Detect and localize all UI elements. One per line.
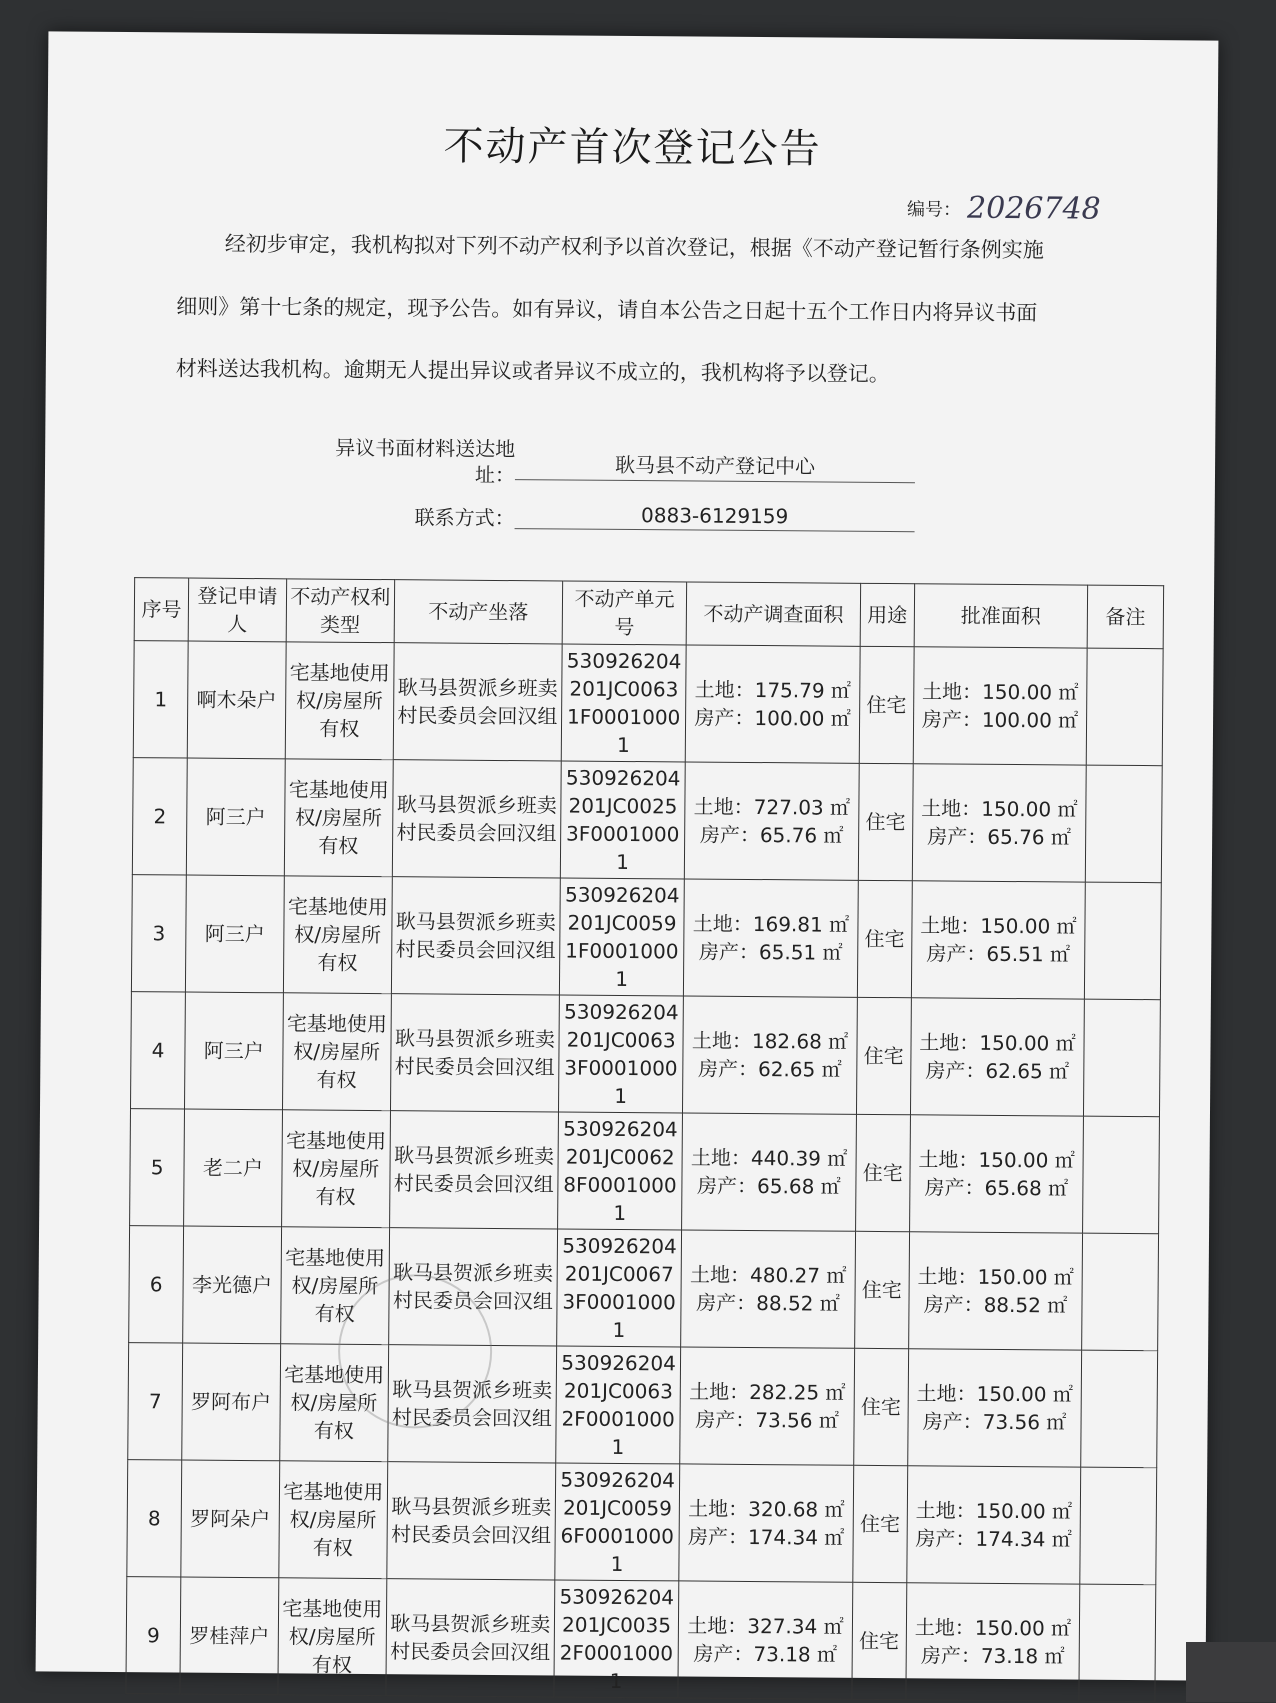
header-cell: 批准面积 xyxy=(914,584,1088,648)
no-cell: 6 xyxy=(129,1226,184,1343)
use-cell: 住宅 xyxy=(855,1114,910,1231)
location-cell: 耿马县贺派乡班卖村民委员会回汉组 xyxy=(386,1579,555,1697)
approved-area-cell xyxy=(907,1466,1081,1584)
remark-cell xyxy=(1083,1116,1160,1234)
survey-house: 房产：65.68 ㎡ xyxy=(697,1173,841,1199)
table-row xyxy=(133,641,1163,766)
intro-paragraph-line-2: 细则》第十七条的规定，现予公告。如有异议，请自本公告之日起十五个工作日内将异议书面 xyxy=(176,294,1038,326)
use-cell: 住宅 xyxy=(859,646,914,763)
no-cell: 8 xyxy=(127,1460,182,1577)
survey-area-cell xyxy=(678,1581,852,1699)
use-cell: 住宅 xyxy=(854,1231,909,1348)
approved-land: 土地：150.00 ㎡ xyxy=(922,679,1079,705)
table-row xyxy=(130,1109,1160,1234)
survey-area-cell xyxy=(681,1230,855,1348)
survey-area-cell xyxy=(685,762,859,880)
approved-house: 房产：100.00 ㎡ xyxy=(921,707,1079,733)
intro-paragraph-line-1: 经初步审定，我机构拟对下列不动产权利予以首次登记，根据《不动产登记暂行条例实施 xyxy=(224,231,1044,263)
approved-house: 房产：62.65 ㎡ xyxy=(925,1058,1070,1084)
survey-house: 房产：62.65 ㎡ xyxy=(697,1056,842,1082)
approved-area-cell xyxy=(910,998,1084,1116)
applicant-cell: 罗桂萍户 xyxy=(180,1577,278,1695)
table-header-row xyxy=(134,578,1163,649)
registration-table xyxy=(125,577,1164,1702)
no-cell: 1 xyxy=(133,641,188,758)
applicant-cell: 阿三户 xyxy=(186,758,284,876)
location-cell: 耿马县贺派乡班卖村民委员会回汉组 xyxy=(390,994,559,1112)
right-type-cell: 宅基地使用权/房屋所有权 xyxy=(282,993,391,1111)
right-type-cell: 宅基地使用权/房屋所有权 xyxy=(279,1344,388,1462)
table-row xyxy=(127,1460,1157,1585)
table-body xyxy=(126,641,1163,1702)
use-cell: 住宅 xyxy=(857,880,912,997)
location-cell: 耿马县贺派乡班卖村民委员会回汉组 xyxy=(388,1345,557,1463)
number-handwritten: 2026748 xyxy=(966,190,1101,227)
right-type-cell: 宅基地使用权/房屋所有权 xyxy=(285,642,394,760)
approved-house: 房产：65.68 ㎡ xyxy=(924,1175,1069,1201)
approved-area-cell xyxy=(908,1349,1082,1467)
right-type-cell: 宅基地使用权/房屋所有权 xyxy=(278,1578,387,1696)
approved-land: 土地：150.00 ㎡ xyxy=(921,796,1078,822)
remark-cell xyxy=(1085,765,1162,883)
remark-cell xyxy=(1079,1584,1156,1702)
address-label-line-2: 址： xyxy=(474,462,516,488)
applicant-cell: 阿三户 xyxy=(186,875,284,993)
header-cell: 不动产调查面积 xyxy=(687,582,861,646)
number-label: 编号： xyxy=(907,199,962,221)
survey-land: 土地：440.39 ㎡ xyxy=(690,1145,848,1171)
approved-land: 土地：150.00 ㎡ xyxy=(916,1381,1074,1407)
approved-land: 土地：150.00 ㎡ xyxy=(918,1147,1075,1173)
survey-house: 房产：65.51 ㎡ xyxy=(698,939,843,965)
survey-house: 房产：100.00 ㎡ xyxy=(694,705,851,731)
header-cell: 备注 xyxy=(1087,585,1163,649)
unit-no-cell: 530926204201JC00673F00010001 xyxy=(556,1229,681,1347)
faint-seal-stamp xyxy=(338,1274,493,1429)
approved-house: 房产：88.52 ㎡ xyxy=(923,1292,1068,1318)
unit-no-cell: 530926204201JC00596F00010001 xyxy=(555,1463,680,1581)
header-cell: 序号 xyxy=(134,578,189,641)
location-cell: 耿马县贺派乡班卖村民委员会回汉组 xyxy=(389,1228,558,1346)
address-value: 耿马县不动产登记中心 xyxy=(515,448,915,483)
no-cell: 2 xyxy=(132,758,187,875)
survey-house: 房产：88.52 ㎡ xyxy=(696,1290,840,1316)
applicant-cell: 李光德户 xyxy=(183,1226,281,1344)
approved-house: 房产：65.76 ㎡ xyxy=(927,824,1072,850)
remark-cell xyxy=(1085,882,1162,1000)
table-row xyxy=(131,992,1161,1117)
approved-land: 土地：150.00 ㎡ xyxy=(915,1498,1073,1524)
survey-house: 房产：73.56 ㎡ xyxy=(695,1407,839,1433)
location-cell: 耿马县贺派乡班卖村民委员会回汉组 xyxy=(390,1111,559,1229)
notice-paper xyxy=(36,31,1219,1693)
header-cell: 不动产单元号 xyxy=(562,581,687,645)
header-cell: 用途 xyxy=(860,583,915,646)
survey-area-cell xyxy=(682,1113,856,1231)
approved-house: 房产：174.34 ㎡ xyxy=(915,1526,1072,1552)
header-cell: 登记申请人 xyxy=(188,578,286,642)
intro-paragraph-line-3: 材料送达我机构。逾期无人提出异议或者异议不成立的，我机构将予以登记。 xyxy=(175,356,890,387)
remark-cell xyxy=(1081,1350,1158,1468)
table-row xyxy=(126,1577,1156,1702)
remark-cell xyxy=(1086,648,1163,766)
survey-house: 房产：65.76 ㎡ xyxy=(699,822,844,848)
use-cell: 住宅 xyxy=(853,1348,908,1465)
survey-land: 土地：480.27 ㎡ xyxy=(689,1262,847,1288)
approved-area-cell xyxy=(909,1115,1083,1233)
right-type-cell: 宅基地使用权/房屋所有权 xyxy=(284,759,393,877)
use-cell: 住宅 xyxy=(852,1465,907,1582)
survey-land: 土地：282.25 ㎡ xyxy=(689,1379,846,1405)
use-cell: 住宅 xyxy=(852,1582,907,1699)
survey-area-cell xyxy=(686,645,860,763)
unit-no-cell: 530926204201JC00628F00010001 xyxy=(557,1112,682,1230)
approved-house: 房产：65.51 ㎡ xyxy=(926,941,1071,967)
survey-house: 房产：73.18 ㎡ xyxy=(693,1641,838,1667)
unit-no-cell: 530926204201JC00591F00010001 xyxy=(559,878,684,996)
right-type-cell: 宅基地使用权/房屋所有权 xyxy=(280,1227,389,1345)
table-row xyxy=(128,1343,1158,1468)
survey-land: 土地：727.03 ㎡ xyxy=(693,794,851,820)
right-type-cell: 宅基地使用权/房屋所有权 xyxy=(283,876,392,994)
right-type-cell: 宅基地使用权/房屋所有权 xyxy=(281,1110,390,1228)
survey-land: 土地：320.68 ㎡ xyxy=(688,1496,845,1522)
table-surface-corner xyxy=(1186,1642,1276,1702)
header-cell: 不动产坐落 xyxy=(394,580,562,644)
location-cell: 耿马县贺派乡班卖村民委员会回汉组 xyxy=(393,643,562,761)
remark-cell xyxy=(1084,999,1161,1117)
table-row xyxy=(132,758,1162,883)
notice-title: 不动产首次登记公告 xyxy=(443,123,822,173)
survey-land: 土地：327.34 ㎡ xyxy=(687,1613,844,1639)
approved-area-cell xyxy=(912,764,1086,882)
unit-no-cell: 530926204201JC00253F00010001 xyxy=(560,761,685,879)
remark-cell xyxy=(1080,1467,1157,1585)
survey-area-cell xyxy=(679,1464,853,1582)
table-row xyxy=(129,1226,1159,1351)
approved-land: 土地：150.00 ㎡ xyxy=(914,1615,1072,1641)
survey-land: 土地：169.81 ㎡ xyxy=(692,911,850,937)
no-cell: 7 xyxy=(128,1343,183,1460)
table-row xyxy=(131,875,1161,1000)
survey-land: 土地：175.79 ㎡ xyxy=(694,677,852,703)
applicant-cell: 罗阿布户 xyxy=(182,1343,280,1461)
location-cell: 耿马县贺派乡班卖村民委员会回汉组 xyxy=(392,760,561,878)
survey-house: 房产：174.34 ㎡ xyxy=(687,1524,845,1550)
address-label-line-1: 异议书面材料送达地 xyxy=(335,435,516,462)
approved-house: 房产：73.18 ㎡ xyxy=(920,1643,1065,1669)
approved-area-cell xyxy=(913,647,1087,765)
contact-value: 0883-6129159 xyxy=(515,502,915,532)
location-cell: 耿马县贺派乡班卖村民委员会回汉组 xyxy=(391,877,560,995)
approved-house: 房产：73.56 ㎡ xyxy=(922,1409,1067,1435)
survey-land: 土地：182.68 ㎡ xyxy=(691,1028,849,1054)
approved-area-cell xyxy=(911,881,1085,999)
use-cell: 住宅 xyxy=(858,763,913,880)
right-type-cell: 宅基地使用权/房屋所有权 xyxy=(278,1461,387,1579)
approved-land: 土地：150.00 ㎡ xyxy=(917,1264,1074,1290)
location-cell: 耿马县贺派乡班卖村民委员会回汉组 xyxy=(387,1462,556,1580)
use-cell: 住宅 xyxy=(856,997,911,1114)
survey-area-cell xyxy=(683,996,857,1114)
remark-cell xyxy=(1082,1233,1159,1351)
notice-number xyxy=(907,188,1101,225)
applicant-cell: 阿三户 xyxy=(185,992,283,1110)
approved-land: 土地：150.00 ㎡ xyxy=(920,913,1077,939)
unit-no-cell: 530926204201JC00352F00010001 xyxy=(554,1580,679,1698)
survey-area-cell xyxy=(684,879,858,997)
unit-no-cell: 530926204201JC00632F00010001 xyxy=(556,1346,681,1464)
applicant-cell: 老二户 xyxy=(184,1109,282,1227)
approved-area-cell xyxy=(906,1583,1080,1701)
applicant-cell: 罗阿朵户 xyxy=(181,1460,279,1578)
approved-land: 土地：150.00 ㎡ xyxy=(919,1030,1076,1056)
no-cell: 5 xyxy=(130,1109,185,1226)
contact-label: 联系方式： xyxy=(414,505,515,531)
no-cell: 9 xyxy=(126,1577,181,1694)
no-cell: 3 xyxy=(131,875,186,992)
survey-area-cell xyxy=(680,1347,854,1465)
unit-no-cell: 530926204201JC00631F00010001 xyxy=(561,644,686,762)
approved-area-cell xyxy=(908,1232,1082,1350)
applicant-cell: 啊木朵户 xyxy=(187,641,285,759)
header-cell: 不动产权利类型 xyxy=(286,579,395,643)
unit-no-cell: 530926204201JC00633F00010001 xyxy=(558,995,683,1113)
no-cell: 4 xyxy=(131,992,186,1109)
